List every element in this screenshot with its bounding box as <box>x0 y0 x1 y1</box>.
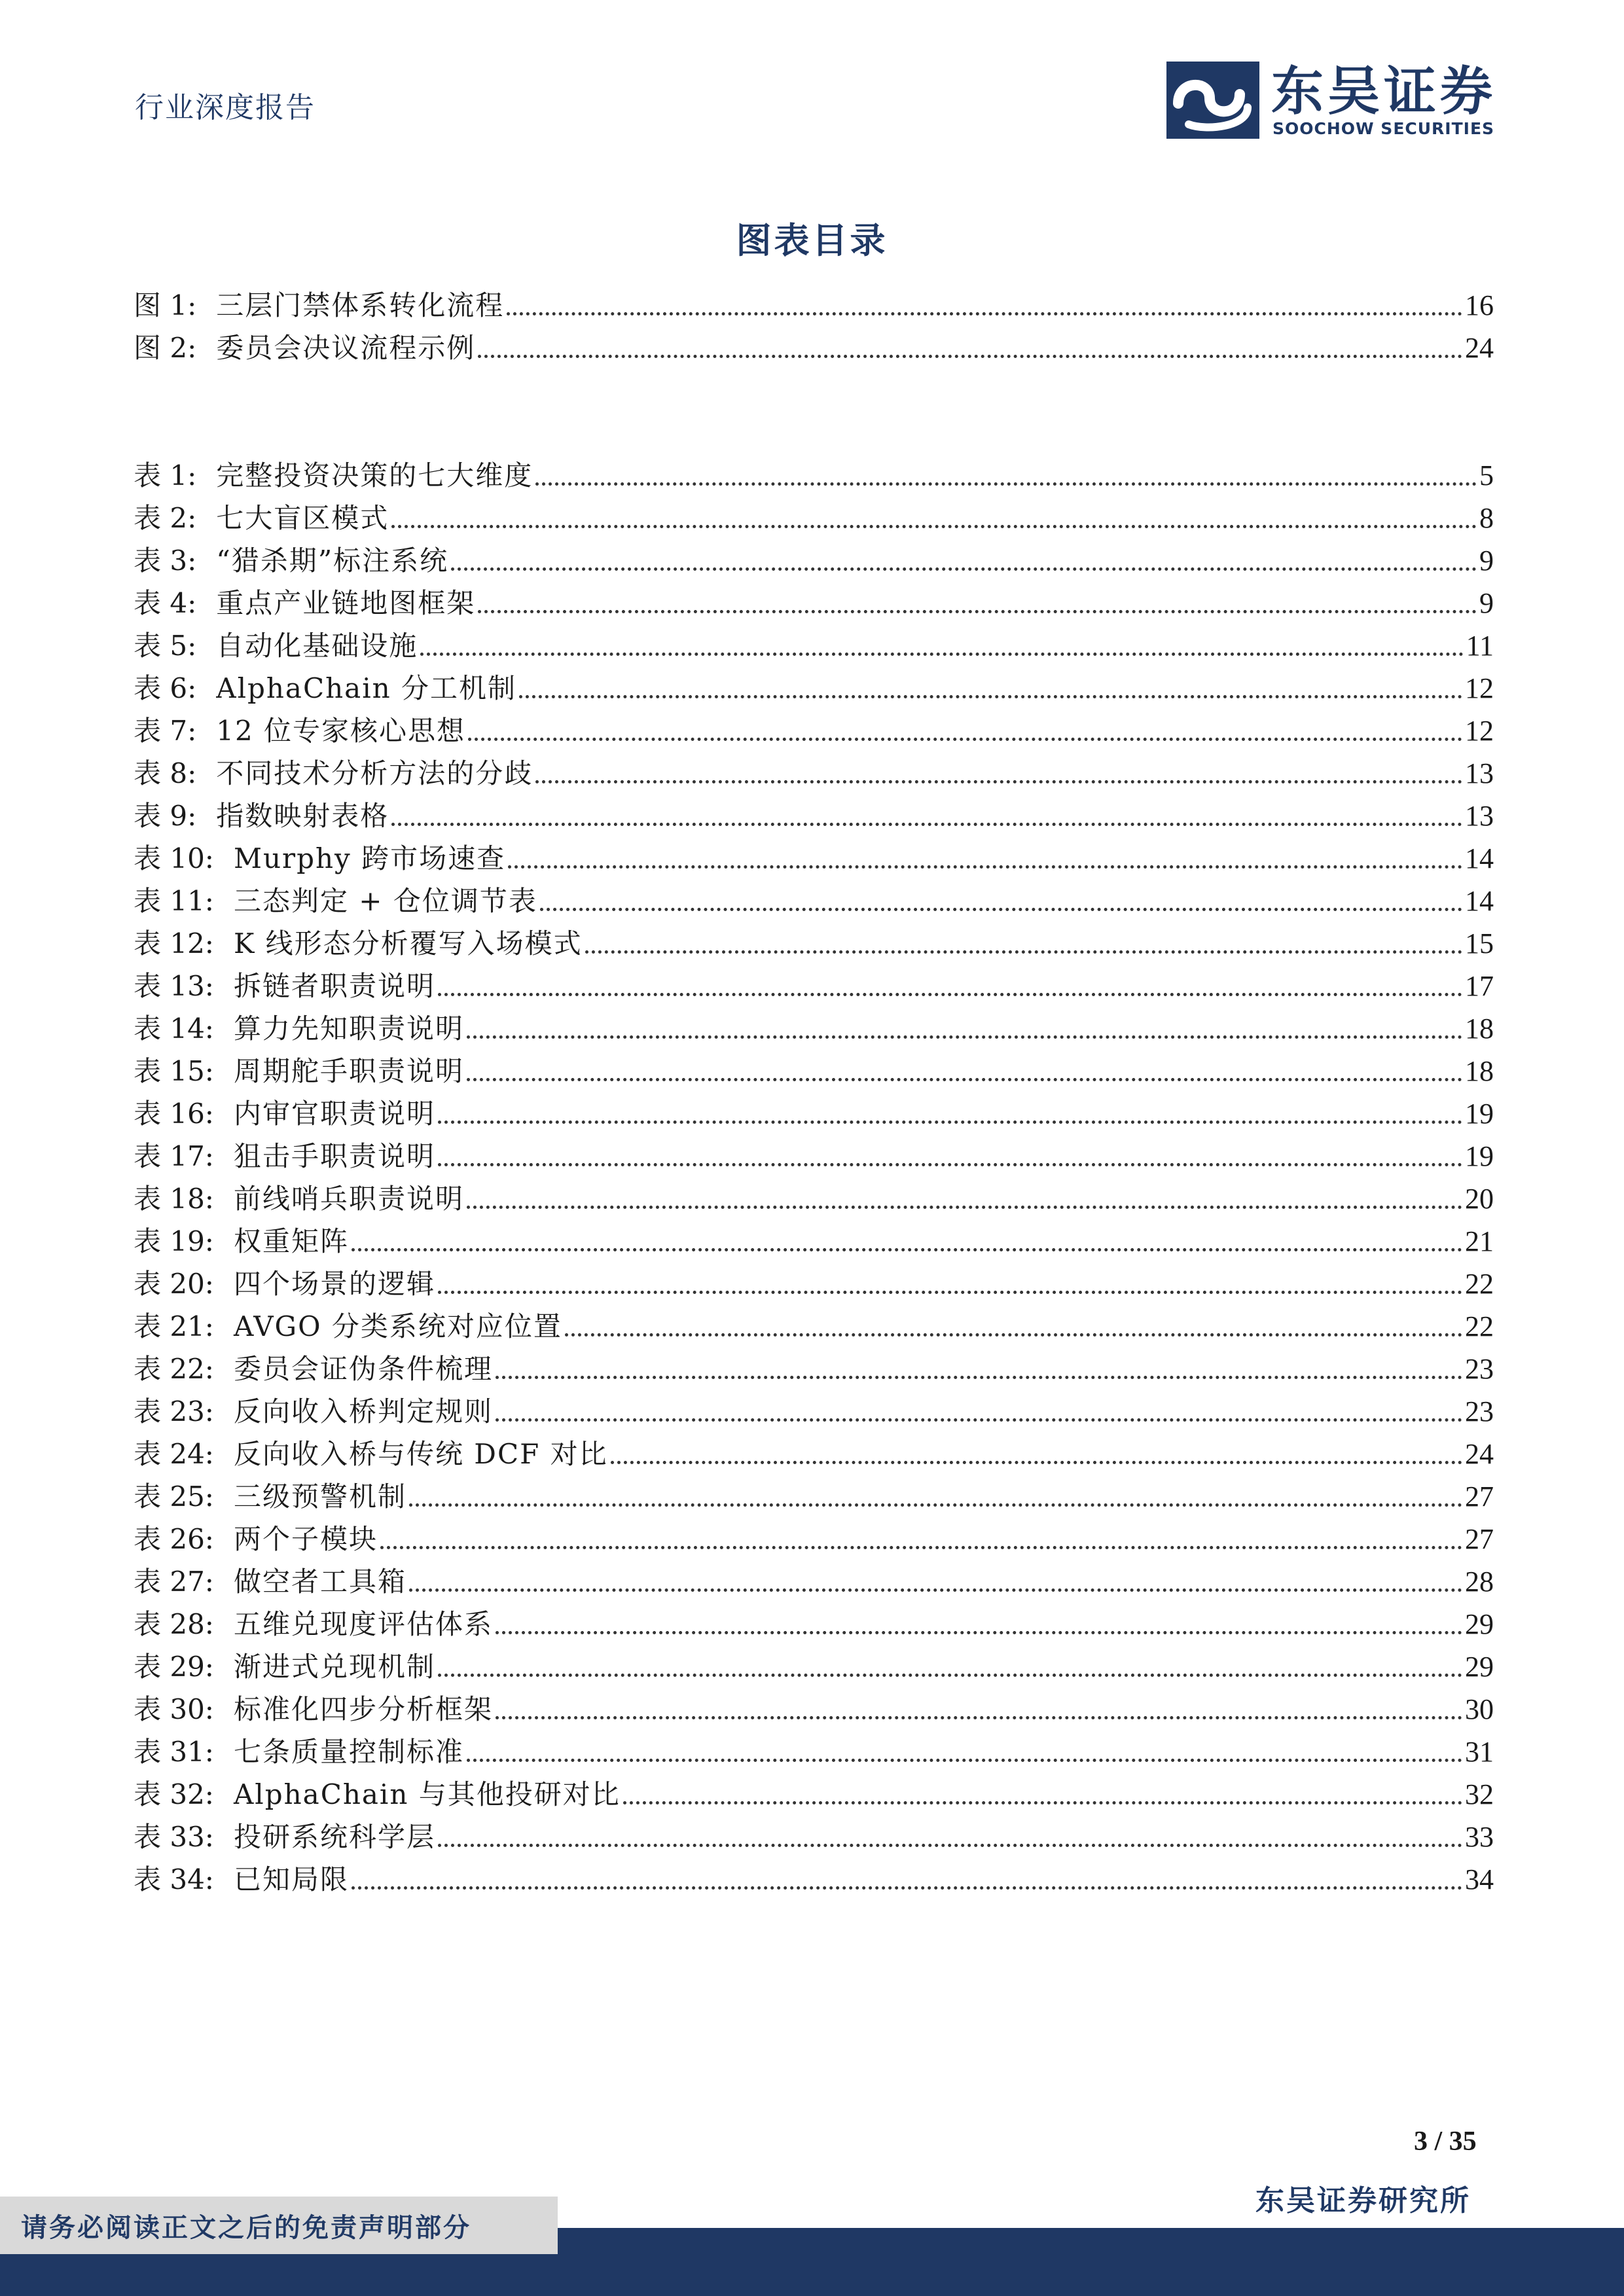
toc-entry-page: 18 <box>1465 1013 1494 1045</box>
toc-leader-dots <box>391 525 1477 528</box>
toc-entry-title: 前线哨兵职责说明 <box>233 1183 464 1215</box>
toc-entry-page: 29 <box>1465 1608 1494 1640</box>
toc-entry-title: 七大盲区模式 <box>216 502 389 534</box>
toc-entry-title: Murphy 跨市场速查 <box>233 842 506 874</box>
toc-entry-title: 完整投资决策的七大维度 <box>216 459 533 492</box>
toc-leader-dots <box>508 865 1462 869</box>
toc-entry[interactable] <box>134 1684 1494 1727</box>
toc-entry-label: 表 19: <box>134 1225 214 1257</box>
logo-english-name: SOOCHOW SECURITIES <box>1272 119 1495 138</box>
toc-leader-dots <box>352 1886 1462 1890</box>
toc-entry[interactable] <box>134 791 1494 833</box>
toc-entry-page: 19 <box>1465 1140 1494 1172</box>
toc-entry[interactable] <box>134 1003 1494 1046</box>
company-logo <box>1166 62 1507 140</box>
toc-entry-title: 委员会决议流程示例 <box>216 332 476 364</box>
toc-leader-dots <box>623 1801 1462 1804</box>
toc-entry-page: 16 <box>1465 289 1494 321</box>
toc-entry-title: 已知局限 <box>233 1863 349 1895</box>
toc-entry[interactable] <box>134 493 1494 535</box>
toc-entry-page: 22 <box>1465 1310 1494 1342</box>
toc-entry-page: 32 <box>1465 1778 1494 1810</box>
toc-leader-dots <box>420 653 1463 656</box>
toc-leader-dots <box>478 355 1462 358</box>
toc-leader-dots <box>451 567 1477 571</box>
toc-entry-title: 反向收入桥判定规则 <box>233 1395 493 1427</box>
toc-entry[interactable] <box>134 535 1494 578</box>
toc-entry[interactable] <box>134 876 1494 918</box>
toc-entry[interactable] <box>134 1727 1494 1769</box>
toc-entry-label: 表 8: <box>134 757 197 789</box>
toc-leader-dots <box>535 482 1477 486</box>
toc-leader-dots <box>409 1503 1462 1507</box>
toc-leader-dots <box>467 1078 1462 1081</box>
toc-entry-title: 渐进式兑现机制 <box>233 1651 435 1683</box>
toc-entry[interactable] <box>134 1131 1494 1174</box>
toc-entry-label: 表 2: <box>134 502 197 534</box>
toc-entry[interactable] <box>134 1301 1494 1344</box>
toc-leader-dots <box>380 1546 1462 1549</box>
toc-entry[interactable] <box>134 961 1494 1003</box>
toc-entry-page: 14 <box>1465 885 1494 917</box>
toc-entry-label: 表 26: <box>134 1523 214 1555</box>
toc-entry-page: 14 <box>1465 842 1494 874</box>
toc-entry-label: 表 15: <box>134 1055 214 1087</box>
toc-entry-page: 12 <box>1465 715 1494 747</box>
toc-entry-title: AlphaChain 分工机制 <box>216 672 517 704</box>
toc-entry[interactable] <box>134 1471 1494 1514</box>
toc-entry-label: 表 6: <box>134 672 197 704</box>
institute-name: 东吴证券研究所 <box>1255 2184 1471 2217</box>
toc-entry[interactable] <box>134 1088 1494 1131</box>
toc-entry-page: 9 <box>1479 587 1494 619</box>
toc-entry-label: 表 32: <box>134 1778 214 1810</box>
toc-entry-page: 12 <box>1465 672 1494 704</box>
toc-entry-page: 18 <box>1465 1055 1494 1087</box>
toc-entry[interactable] <box>134 1216 1494 1259</box>
toc-entry-label: 表 4: <box>134 587 197 619</box>
toc-entry-page: 23 <box>1465 1353 1494 1385</box>
toc-entry-title: K 线形态分析覆写入场模式 <box>233 927 583 960</box>
toc-entry-title: 三级预警机制 <box>233 1480 406 1513</box>
toc-leader-dots <box>519 695 1462 698</box>
toc-entry-label: 表 16: <box>134 1098 214 1130</box>
toc-entry-title: 算力先知职责说明 <box>233 1013 464 1045</box>
toc-entry[interactable] <box>134 323 1494 365</box>
toc-leader-dots <box>438 993 1462 996</box>
toc-entry-page: 22 <box>1465 1268 1494 1300</box>
toc-entry-page: 27 <box>1465 1480 1494 1513</box>
toc-entry-page: 34 <box>1465 1863 1494 1895</box>
toc-entry-title: 投研系统科学层 <box>233 1821 435 1853</box>
toc-entry-label: 表 1: <box>134 459 197 492</box>
toc-entry-label: 表 27: <box>134 1566 214 1598</box>
toc-entry-title: 七条质量控制标准 <box>233 1736 464 1768</box>
toc-entry[interactable] <box>134 620 1494 663</box>
report-type-label: 行业深度报告 <box>135 91 316 124</box>
toc-entry-label: 图 1: <box>134 289 197 321</box>
toc-entry[interactable] <box>134 748 1494 791</box>
toc-entry-title: 两个子模块 <box>233 1523 378 1555</box>
toc-leader-dots <box>478 610 1477 613</box>
toc-entry[interactable] <box>134 663 1494 706</box>
toc-entry-page: 17 <box>1465 970 1494 1002</box>
toc-entry[interactable] <box>134 1812 1494 1854</box>
toc-entry[interactable] <box>134 1514 1494 1556</box>
toc-entry[interactable] <box>134 833 1494 876</box>
toc-entry-label: 表 17: <box>134 1140 214 1172</box>
toc-entry[interactable] <box>134 1046 1494 1088</box>
toc-entry-label: 表 31: <box>134 1736 214 1768</box>
toc-entry[interactable] <box>134 1344 1494 1386</box>
toc-entry-label: 表 5: <box>134 630 197 662</box>
toc-entry-label: 表 29: <box>134 1651 214 1683</box>
toc-entry-label: 表 24: <box>134 1438 214 1470</box>
toc-entry-title: 重点产业链地图框架 <box>216 587 476 619</box>
toc-entry-title: 三层门禁体系转化流程 <box>216 289 505 321</box>
toc-entry-label: 表 30: <box>134 1693 214 1725</box>
soochow-logo-icon <box>1166 62 1259 139</box>
toc-entry-title: 内审官职责说明 <box>233 1098 435 1130</box>
toc-entry-label: 表 25: <box>134 1480 214 1513</box>
toc-entry[interactable] <box>134 1259 1494 1301</box>
toc-entry[interactable] <box>134 706 1494 748</box>
toc-leader-dots <box>438 1291 1462 1294</box>
toc-entry[interactable] <box>134 450 1494 493</box>
toc-entry[interactable] <box>134 1556 1494 1599</box>
toc-entry-label: 表 7: <box>134 715 197 747</box>
toc-entry-page: 29 <box>1465 1651 1494 1683</box>
toc-leader-dots <box>467 1759 1462 1762</box>
toc-entry[interactable] <box>134 1599 1494 1641</box>
toc-leader-dots <box>468 738 1462 741</box>
toc-entry-page: 9 <box>1479 545 1494 577</box>
toc-leader-dots <box>496 1376 1462 1379</box>
toc-entry-label: 表 23: <box>134 1395 214 1427</box>
toc-leader-dots <box>391 823 1462 826</box>
toc-title: 图表目录 <box>736 220 888 261</box>
toc-leader-dots <box>467 1035 1462 1039</box>
toc-entry-title: 五维兑现度评估体系 <box>233 1608 493 1640</box>
toc-entry[interactable] <box>134 1854 1494 1897</box>
toc-leader-dots <box>467 1206 1462 1209</box>
toc-entry-page: 28 <box>1465 1566 1494 1598</box>
toc-entry-label: 表 11: <box>134 885 214 917</box>
toc-leader-dots <box>611 1461 1462 1464</box>
toc-leader-dots <box>409 1588 1462 1592</box>
table-list <box>134 450 1494 1897</box>
toc-leader-dots <box>438 1163 1462 1166</box>
toc-entry-title: 反向收入桥与传统 DCF 对比 <box>233 1438 608 1470</box>
toc-entry[interactable] <box>134 918 1494 961</box>
toc-entry[interactable] <box>134 578 1494 620</box>
toc-entry-label: 表 3: <box>134 545 197 577</box>
toc-leader-dots <box>585 950 1462 954</box>
page-number: 3 / 35 <box>1414 2126 1477 2157</box>
toc-entry-title: AlphaChain 与其他投研对比 <box>233 1778 621 1810</box>
toc-entry-page: 23 <box>1465 1395 1494 1427</box>
toc-entry-label: 表 28: <box>134 1608 214 1640</box>
toc-entry-page: 21 <box>1465 1225 1494 1257</box>
toc-entry-label: 表 9: <box>134 800 197 832</box>
toc-entry-page: 15 <box>1465 927 1494 960</box>
toc-leader-dots <box>507 312 1462 315</box>
toc-entry-page: 11 <box>1466 630 1494 662</box>
toc-entry-title: “猎杀期”标注系统 <box>216 545 449 577</box>
disclaimer-text: 请务必阅读正文之后的免责声明部分 <box>21 2212 471 2243</box>
toc-leader-dots <box>535 780 1462 783</box>
logo-chinese-name: 东吴证券 <box>1271 61 1496 122</box>
toc-entry-page: 20 <box>1465 1183 1494 1215</box>
toc-entry-label: 表 20: <box>134 1268 214 1300</box>
toc-entry-page: 24 <box>1465 1438 1494 1470</box>
toc-entry-page: 5 <box>1479 459 1494 492</box>
toc-entry-page: 13 <box>1465 800 1494 832</box>
toc-entry-page: 27 <box>1465 1523 1494 1555</box>
toc-leader-dots <box>540 908 1462 911</box>
toc-entry-page: 30 <box>1465 1693 1494 1725</box>
toc-entry-label: 图 2: <box>134 332 197 364</box>
toc-entry-label: 表 13: <box>134 970 214 1002</box>
toc-entry-page: 13 <box>1465 757 1494 789</box>
toc-entry-label: 表 18: <box>134 1183 214 1215</box>
toc-entry-label: 表 10: <box>134 842 214 874</box>
toc-entry-title: 委员会证伪条件梳理 <box>233 1353 493 1385</box>
toc-entry-title: 狙击手职责说明 <box>233 1140 435 1172</box>
toc-entry-label: 表 34: <box>134 1863 214 1895</box>
toc-entry[interactable] <box>134 1429 1494 1471</box>
toc-leader-dots <box>438 1121 1462 1124</box>
toc-entry-title: 拆链者职责说明 <box>233 970 435 1002</box>
toc-entry-page: 8 <box>1479 502 1494 534</box>
figure-list <box>134 280 1494 365</box>
toc-entry-page: 19 <box>1465 1098 1494 1130</box>
toc-entry-title: 三态判定 + 仓位调节表 <box>233 885 537 917</box>
toc-entry-label: 表 14: <box>134 1013 214 1045</box>
toc-entry[interactable] <box>134 1386 1494 1429</box>
disclaimer-box <box>0 2197 558 2254</box>
toc-leader-dots <box>438 1674 1462 1677</box>
toc-entry-title: 四个场景的逻辑 <box>233 1268 435 1300</box>
toc-entry-page: 24 <box>1465 332 1494 364</box>
toc-entry-title: 自动化基础设施 <box>216 630 418 662</box>
toc-leader-dots <box>496 1418 1462 1422</box>
toc-leader-dots <box>352 1248 1462 1251</box>
toc-leader-dots <box>496 1716 1462 1719</box>
toc-entry[interactable] <box>134 280 1494 323</box>
toc-entry-title: 12 位专家核心思想 <box>216 715 466 747</box>
toc-entry-title: 权重矩阵 <box>233 1225 349 1257</box>
toc-entry[interactable] <box>134 1641 1494 1684</box>
toc-entry-title: 周期舵手职责说明 <box>233 1055 464 1087</box>
toc-entry-page: 31 <box>1465 1736 1494 1768</box>
toc-entry-title: 做空者工具箱 <box>233 1566 406 1598</box>
toc-entry-title: 指数映射表格 <box>216 800 389 832</box>
toc-entry-title: 标准化四步分析框架 <box>233 1693 493 1725</box>
toc-entry-page: 33 <box>1465 1821 1494 1853</box>
toc-entry-title: 不同技术分析方法的分歧 <box>216 757 533 789</box>
toc-entry-label: 表 33: <box>134 1821 214 1853</box>
toc-leader-dots <box>438 1844 1462 1847</box>
toc-entry[interactable] <box>134 1769 1494 1812</box>
toc-entry[interactable] <box>134 1174 1494 1216</box>
toc-entry-label: 表 22: <box>134 1353 214 1385</box>
toc-entry-label: 表 21: <box>134 1310 214 1342</box>
toc-leader-dots <box>565 1333 1462 1336</box>
toc-entry-label: 表 12: <box>134 927 214 960</box>
toc-leader-dots <box>496 1631 1462 1634</box>
toc-entry-title: AVGO 分类系统对应位置 <box>233 1310 562 1342</box>
